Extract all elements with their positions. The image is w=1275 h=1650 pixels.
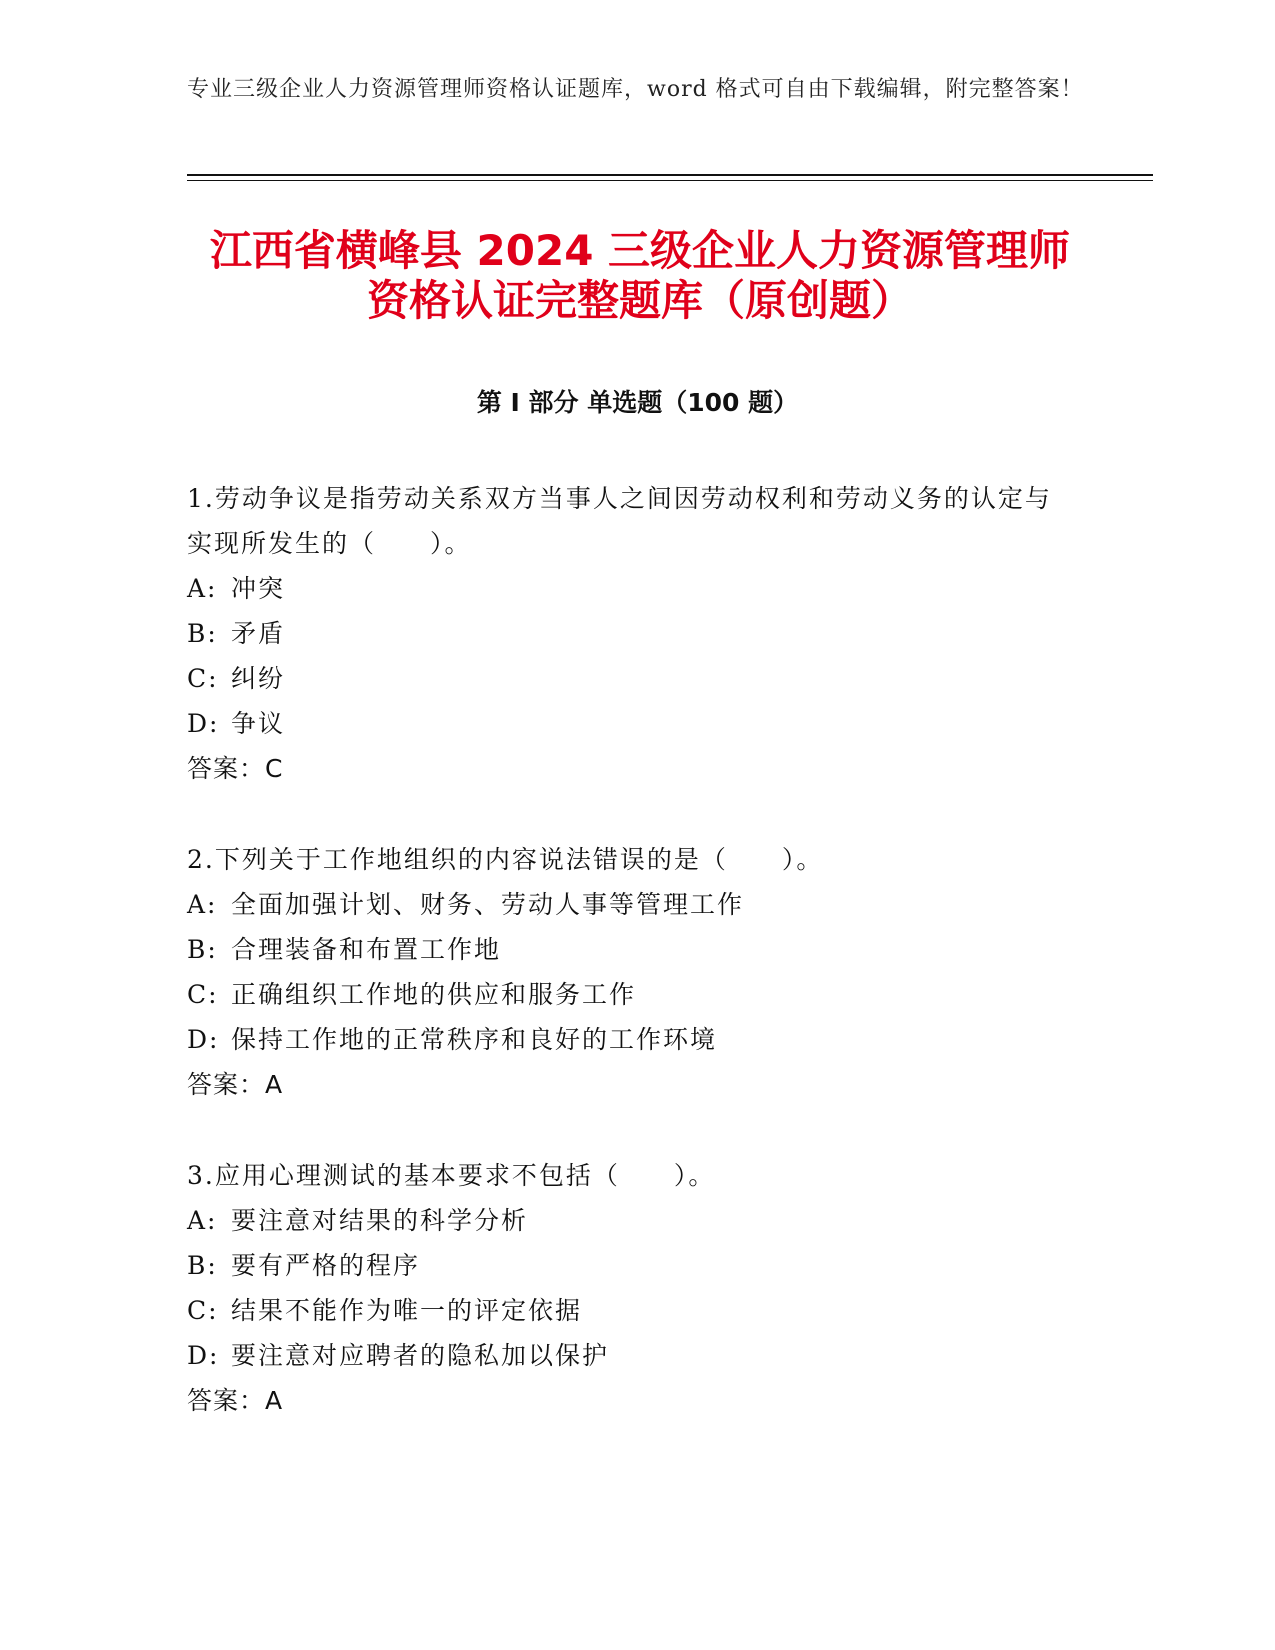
option-key: A:	[187, 890, 218, 919]
header-divider-thick	[187, 174, 1153, 176]
option-c	[187, 1288, 1067, 1333]
option-text: 冲突	[231, 574, 286, 603]
option-text: 结果不能作为唯一的评定依据	[231, 1296, 583, 1325]
option-text: 全面加强计划、财务、劳动人事等管理工作	[231, 890, 745, 919]
option-text: 纠纷	[231, 664, 286, 693]
option-text: 正确组织工作地的供应和服务工作	[231, 980, 637, 1009]
question-stem: 2.下列关于工作地组织的内容说法错误的是（ ）。	[187, 845, 824, 874]
option-key: A:	[187, 1206, 218, 1235]
option-key: D:	[187, 1025, 220, 1054]
option-a	[187, 882, 1067, 927]
option-key: B:	[187, 1251, 218, 1280]
option-c	[187, 656, 1067, 701]
option-text: 要有严格的程序	[231, 1251, 421, 1280]
option-text: 合理装备和布置工作地	[231, 935, 502, 964]
option-key: C:	[187, 980, 219, 1009]
option-key: C:	[187, 1296, 219, 1325]
question-2	[187, 837, 1067, 1107]
option-a	[187, 566, 1067, 611]
option-c	[187, 972, 1067, 1017]
option-b	[187, 611, 1067, 656]
option-b	[187, 1243, 1067, 1288]
header-divider-thin	[187, 180, 1153, 181]
option-d	[187, 701, 1067, 746]
option-text: 矛盾	[231, 619, 286, 648]
option-d	[187, 1017, 1067, 1062]
option-key: D:	[187, 1341, 220, 1370]
question-3	[187, 1153, 1067, 1423]
answer: 答案：A	[187, 1386, 284, 1415]
document-title-line-1: 江西省横峰县 2024 三级企业人力资源管理师	[209, 226, 1071, 275]
option-b	[187, 927, 1067, 972]
option-text: 争议	[231, 709, 286, 738]
option-text: 要注意对应聘者的隐私加以保护	[231, 1341, 610, 1370]
question-1	[187, 476, 1067, 791]
document-title-line-2: 资格认证完整题库（原创题）	[366, 276, 913, 325]
question-stem: 3.应用心理测试的基本要求不包括（ ）。	[187, 1161, 716, 1190]
header-note: 专业三级企业人力资源管理师资格认证题库，word 格式可自由下载编辑，附完整答案！	[187, 77, 1084, 102]
option-text: 保持工作地的正常秩序和良好的工作环境	[231, 1025, 718, 1054]
option-key: D:	[187, 709, 220, 738]
option-a	[187, 1198, 1067, 1243]
answer: 答案：A	[187, 1070, 284, 1099]
section-heading: 第 I 部分 单选题（100 题）	[476, 388, 799, 417]
document-title	[160, 226, 1120, 326]
option-key: A:	[187, 574, 218, 603]
option-key: C:	[187, 664, 219, 693]
option-text: 要注意对结果的科学分析	[231, 1206, 529, 1235]
option-d	[187, 1333, 1067, 1378]
question-list	[187, 476, 1067, 1469]
question-stem: 1.劳动争议是指劳动关系双方当事人之间因劳动权利和劳动义务的认定与实现所发生的（ ）。	[187, 484, 1052, 558]
option-key: B:	[187, 935, 218, 964]
answer: 答案：C	[187, 754, 284, 783]
option-key: B:	[187, 619, 218, 648]
